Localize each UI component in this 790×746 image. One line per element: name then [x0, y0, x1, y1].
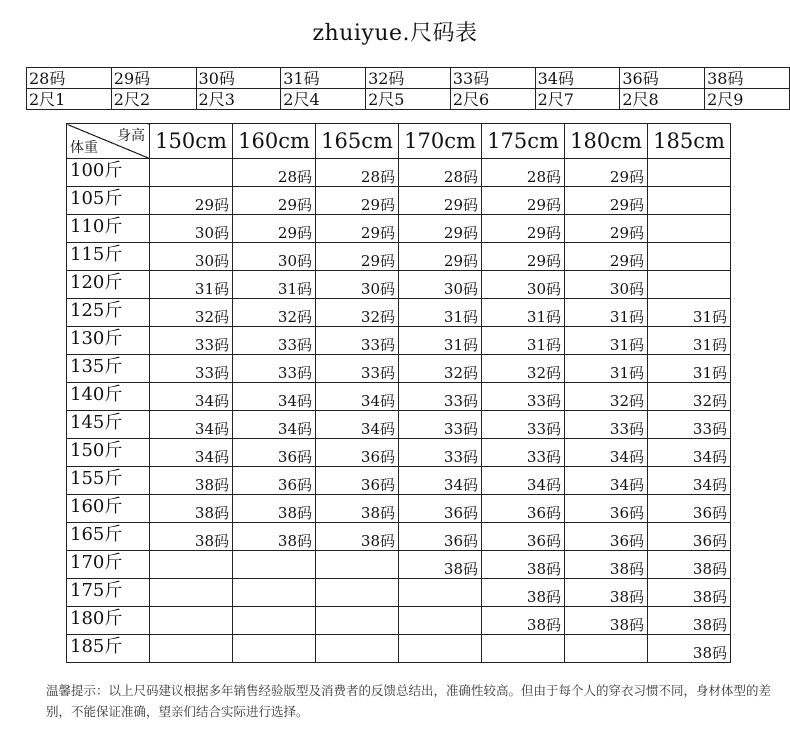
size-recommendation-cell: 33码 [316, 327, 399, 355]
size-recommendation-cell: 31码 [399, 327, 482, 355]
size-recommendation-cell: 36码 [565, 523, 648, 551]
size-waist-conversion-table [26, 67, 790, 110]
size-cell: 28码 [27, 68, 112, 89]
size-recommendation-cell: 38码 [316, 495, 399, 523]
weight-cell: 155斤 [67, 467, 150, 495]
size-recommendation-cell: 30码 [399, 271, 482, 299]
size-recommendation-cell [150, 551, 233, 579]
size-cell: 34码 [535, 68, 620, 89]
weight-cell: 130斤 [67, 327, 150, 355]
table-row [67, 467, 731, 495]
size-recommendation-cell: 36码 [482, 523, 565, 551]
size-recommendation-cell: 29码 [233, 187, 316, 215]
size-recommendation-cell [233, 607, 316, 635]
size-recommendation-cell: 38码 [565, 551, 648, 579]
size-recommendation-cell: 31码 [648, 327, 731, 355]
size-recommendation-cell: 31码 [399, 299, 482, 327]
weight-cell: 145斤 [67, 411, 150, 439]
table-row [67, 495, 731, 523]
table-row [67, 635, 731, 663]
size-recommendation-cell: 38码 [482, 607, 565, 635]
size-recommendation-cell: 29码 [316, 187, 399, 215]
size-recommendation-cell: 31码 [565, 327, 648, 355]
size-recommendation-cell: 38码 [648, 579, 731, 607]
size-recommendation-cell: 34码 [565, 467, 648, 495]
size-recommendation-cell: 36码 [233, 467, 316, 495]
size-recommendation-cell: 38码 [482, 579, 565, 607]
waist-cell: 2尺1 [27, 89, 112, 110]
size-recommendation-cell: 38码 [233, 523, 316, 551]
size-recommendation-cell [316, 607, 399, 635]
size-recommendation-cell: 38码 [565, 579, 648, 607]
weight-cell: 115斤 [67, 243, 150, 271]
size-recommendation-cell: 31码 [648, 299, 731, 327]
size-recommendation-cell: 38码 [316, 523, 399, 551]
weight-cell: 100斤 [67, 159, 150, 187]
table-row [67, 159, 731, 187]
size-recommendation-cell: 36码 [648, 495, 731, 523]
size-recommendation-cell: 33码 [399, 383, 482, 411]
corner-header [67, 124, 150, 159]
size-recommendation-cell: 32码 [565, 383, 648, 411]
weight-cell: 160斤 [67, 495, 150, 523]
table-row [67, 411, 731, 439]
table-row [67, 383, 731, 411]
waist-cell: 2尺9 [705, 89, 790, 110]
size-recommendation-cell: 34码 [316, 411, 399, 439]
table-row [67, 551, 731, 579]
height-header: 150cm [150, 124, 233, 159]
size-recommendation-cell: 32码 [233, 299, 316, 327]
size-recommendation-cell: 34码 [233, 411, 316, 439]
size-recommendation-cell: 30码 [565, 271, 648, 299]
size-recommendation-cell: 30码 [233, 243, 316, 271]
size-recommendation-cell: 33码 [150, 355, 233, 383]
size-recommendation-cell: 33码 [233, 355, 316, 383]
waist-cell: 2尺2 [111, 89, 196, 110]
table-row [67, 299, 731, 327]
size-recommendation-cell [316, 551, 399, 579]
waist-cell: 2尺3 [196, 89, 281, 110]
table-row [67, 523, 731, 551]
size-recommendation-cell: 38码 [233, 495, 316, 523]
size-recommendation-cell: 33码 [482, 411, 565, 439]
size-recommendation-cell: 32码 [399, 355, 482, 383]
size-recommendation-cell [482, 635, 565, 663]
size-recommendation-cell: 29码 [565, 159, 648, 187]
size-recommendation-cell: 36码 [316, 467, 399, 495]
size-recommendation-cell [565, 635, 648, 663]
tip-note: 温馨提示：以上尺码建议根据多年销售经验版型及消费者的反馈总结出，准确性较高。但由于每个人的穿衣习惯不同，身材体型的差别，不能保证准确，望亲们结合实际进行选择。 [46, 683, 772, 719]
size-recommendation-cell: 38码 [399, 551, 482, 579]
size-recommendation-cell: 30码 [316, 271, 399, 299]
size-recommendation-cell: 36码 [482, 495, 565, 523]
size-recommendation-cell: 34码 [316, 383, 399, 411]
size-recommendation-cell: 28码 [316, 159, 399, 187]
size-recommendation-cell: 36码 [399, 523, 482, 551]
size-recommendation-cell [150, 635, 233, 663]
size-recommendation-cell [648, 159, 731, 187]
size-recommendation-cell: 36码 [316, 439, 399, 467]
size-recommendation-cell: 32码 [150, 299, 233, 327]
height-header: 160cm [233, 124, 316, 159]
size-recommendation-cell [316, 579, 399, 607]
size-recommendation-cell: 38码 [482, 551, 565, 579]
waist-row [27, 89, 790, 110]
size-recommendation-cell: 38码 [150, 495, 233, 523]
size-recommendation-cell: 29码 [399, 215, 482, 243]
waist-cell: 2尺7 [535, 89, 620, 110]
size-recommendation-cell: 38码 [150, 523, 233, 551]
weight-cell: 135斤 [67, 355, 150, 383]
table-row [67, 187, 731, 215]
size-recommendation-cell: 32码 [482, 355, 565, 383]
size-recommendation-cell: 29码 [399, 243, 482, 271]
weight-cell: 110斤 [67, 215, 150, 243]
size-recommendation-cell: 34码 [648, 439, 731, 467]
height-header: 180cm [565, 124, 648, 159]
size-recommendation-cell: 28码 [399, 159, 482, 187]
waist-cell: 2尺4 [281, 89, 366, 110]
size-recommendation-cell: 29码 [565, 215, 648, 243]
size-recommendation-cell: 33码 [233, 327, 316, 355]
size-recommendation-cell: 36码 [565, 495, 648, 523]
size-recommendation-cell: 33码 [399, 411, 482, 439]
size-recommendation-cell: 29码 [316, 243, 399, 271]
size-recommendation-cell: 28码 [482, 159, 565, 187]
size-recommendation-cell: 38码 [648, 607, 731, 635]
size-recommendation-cell: 33码 [565, 411, 648, 439]
height-header: 185cm [648, 124, 731, 159]
size-recommendation-cell [399, 607, 482, 635]
size-cell: 33码 [450, 68, 535, 89]
size-recommendation-cell: 34码 [150, 411, 233, 439]
table-row [67, 327, 731, 355]
size-recommendation-cell: 31码 [233, 271, 316, 299]
size-recommendation-cell: 33码 [150, 327, 233, 355]
size-recommendation-cell: 31码 [482, 327, 565, 355]
table-row [67, 243, 731, 271]
size-recommendation-cell: 36码 [648, 523, 731, 551]
waist-cell: 2尺5 [366, 89, 451, 110]
size-recommendation-cell: 32码 [316, 299, 399, 327]
size-recommendation-cell [233, 579, 316, 607]
table-row [67, 579, 731, 607]
size-recommendation-cell [399, 635, 482, 663]
size-recommendation-cell: 29码 [150, 187, 233, 215]
table-row [67, 355, 731, 383]
size-recommendation-cell: 31码 [482, 299, 565, 327]
weight-axis-label: 体重 [70, 140, 98, 156]
size-recommendation-cell [399, 579, 482, 607]
weight-cell: 165斤 [67, 523, 150, 551]
waist-cell: 2尺8 [620, 89, 705, 110]
size-recommendation-cell: 28码 [233, 159, 316, 187]
size-recommendation-cell: 30码 [150, 215, 233, 243]
size-recommendation-cell: 29码 [399, 187, 482, 215]
height-header: 175cm [482, 124, 565, 159]
size-recommendation-cell: 34码 [565, 439, 648, 467]
weight-cell: 180斤 [67, 607, 150, 635]
weight-cell: 185斤 [67, 635, 150, 663]
table-row [67, 439, 731, 467]
size-recommendation-cell: 29码 [565, 187, 648, 215]
size-recommendation-cell [648, 215, 731, 243]
table-row [67, 607, 731, 635]
size-recommendation-cell: 32码 [648, 383, 731, 411]
size-recommendation-cell: 34码 [399, 467, 482, 495]
table-row [67, 215, 731, 243]
size-recommendation-cell: 29码 [233, 215, 316, 243]
size-cell: 38码 [705, 68, 790, 89]
size-recommendation-cell [150, 159, 233, 187]
size-recommendation-cell: 34码 [648, 467, 731, 495]
size-recommendation-cell: 34码 [482, 467, 565, 495]
size-recommendation-cell [150, 607, 233, 635]
weight-cell: 150斤 [67, 439, 150, 467]
size-recommendation-cell: 29码 [482, 215, 565, 243]
weight-cell: 125斤 [67, 299, 150, 327]
size-recommendation-cell: 30码 [482, 271, 565, 299]
size-recommendation-cell: 29码 [565, 243, 648, 271]
size-recommendation-cell: 34码 [233, 383, 316, 411]
weight-cell: 105斤 [67, 187, 150, 215]
weight-cell: 140斤 [67, 383, 150, 411]
size-recommendation-cell: 33码 [482, 383, 565, 411]
size-recommendation-cell: 36码 [399, 495, 482, 523]
size-recommendation-cell: 29码 [316, 215, 399, 243]
size-recommendation-cell: 38码 [648, 635, 731, 663]
size-recommendation-cell: 31码 [648, 355, 731, 383]
size-recommendation-cell: 34码 [150, 439, 233, 467]
size-recommendation-cell [233, 635, 316, 663]
size-recommendation-cell [150, 579, 233, 607]
size-recommendation-cell [233, 551, 316, 579]
size-recommendation-cell [648, 243, 731, 271]
height-axis-label: 身高 [117, 128, 145, 144]
size-recommendation-table [66, 123, 731, 663]
size-recommendation-cell [648, 271, 731, 299]
size-recommendation-cell: 36码 [233, 439, 316, 467]
size-cell: 29码 [111, 68, 196, 89]
size-recommendation-cell: 31码 [150, 271, 233, 299]
size-recommendation-cell [316, 635, 399, 663]
size-cell: 30码 [196, 68, 281, 89]
height-header: 165cm [316, 124, 399, 159]
table-row [67, 271, 731, 299]
size-recommendation-cell: 30码 [150, 243, 233, 271]
size-recommendation-cell: 38码 [150, 467, 233, 495]
weight-cell: 170斤 [67, 551, 150, 579]
size-recommendation-cell: 33码 [648, 411, 731, 439]
size-cell: 31码 [281, 68, 366, 89]
page-title: zhuiyue.尺码表 [312, 21, 478, 46]
size-recommendation-cell: 29码 [482, 187, 565, 215]
size-recommendation-cell: 33码 [482, 439, 565, 467]
size-recommendation-cell: 33码 [316, 355, 399, 383]
weight-cell: 120斤 [67, 271, 150, 299]
header-row [67, 124, 731, 159]
size-row [27, 68, 790, 89]
waist-cell: 2尺6 [450, 89, 535, 110]
size-recommendation-cell: 33码 [399, 439, 482, 467]
size-recommendation-cell: 31码 [565, 299, 648, 327]
size-recommendation-cell: 38码 [648, 551, 731, 579]
size-recommendation-cell: 34码 [150, 383, 233, 411]
size-cell: 36码 [620, 68, 705, 89]
size-recommendation-cell: 31码 [565, 355, 648, 383]
weight-cell: 175斤 [67, 579, 150, 607]
size-cell: 32码 [366, 68, 451, 89]
height-header: 170cm [399, 124, 482, 159]
size-recommendation-cell [648, 187, 731, 215]
size-recommendation-cell: 29码 [482, 243, 565, 271]
size-recommendation-cell: 38码 [565, 607, 648, 635]
